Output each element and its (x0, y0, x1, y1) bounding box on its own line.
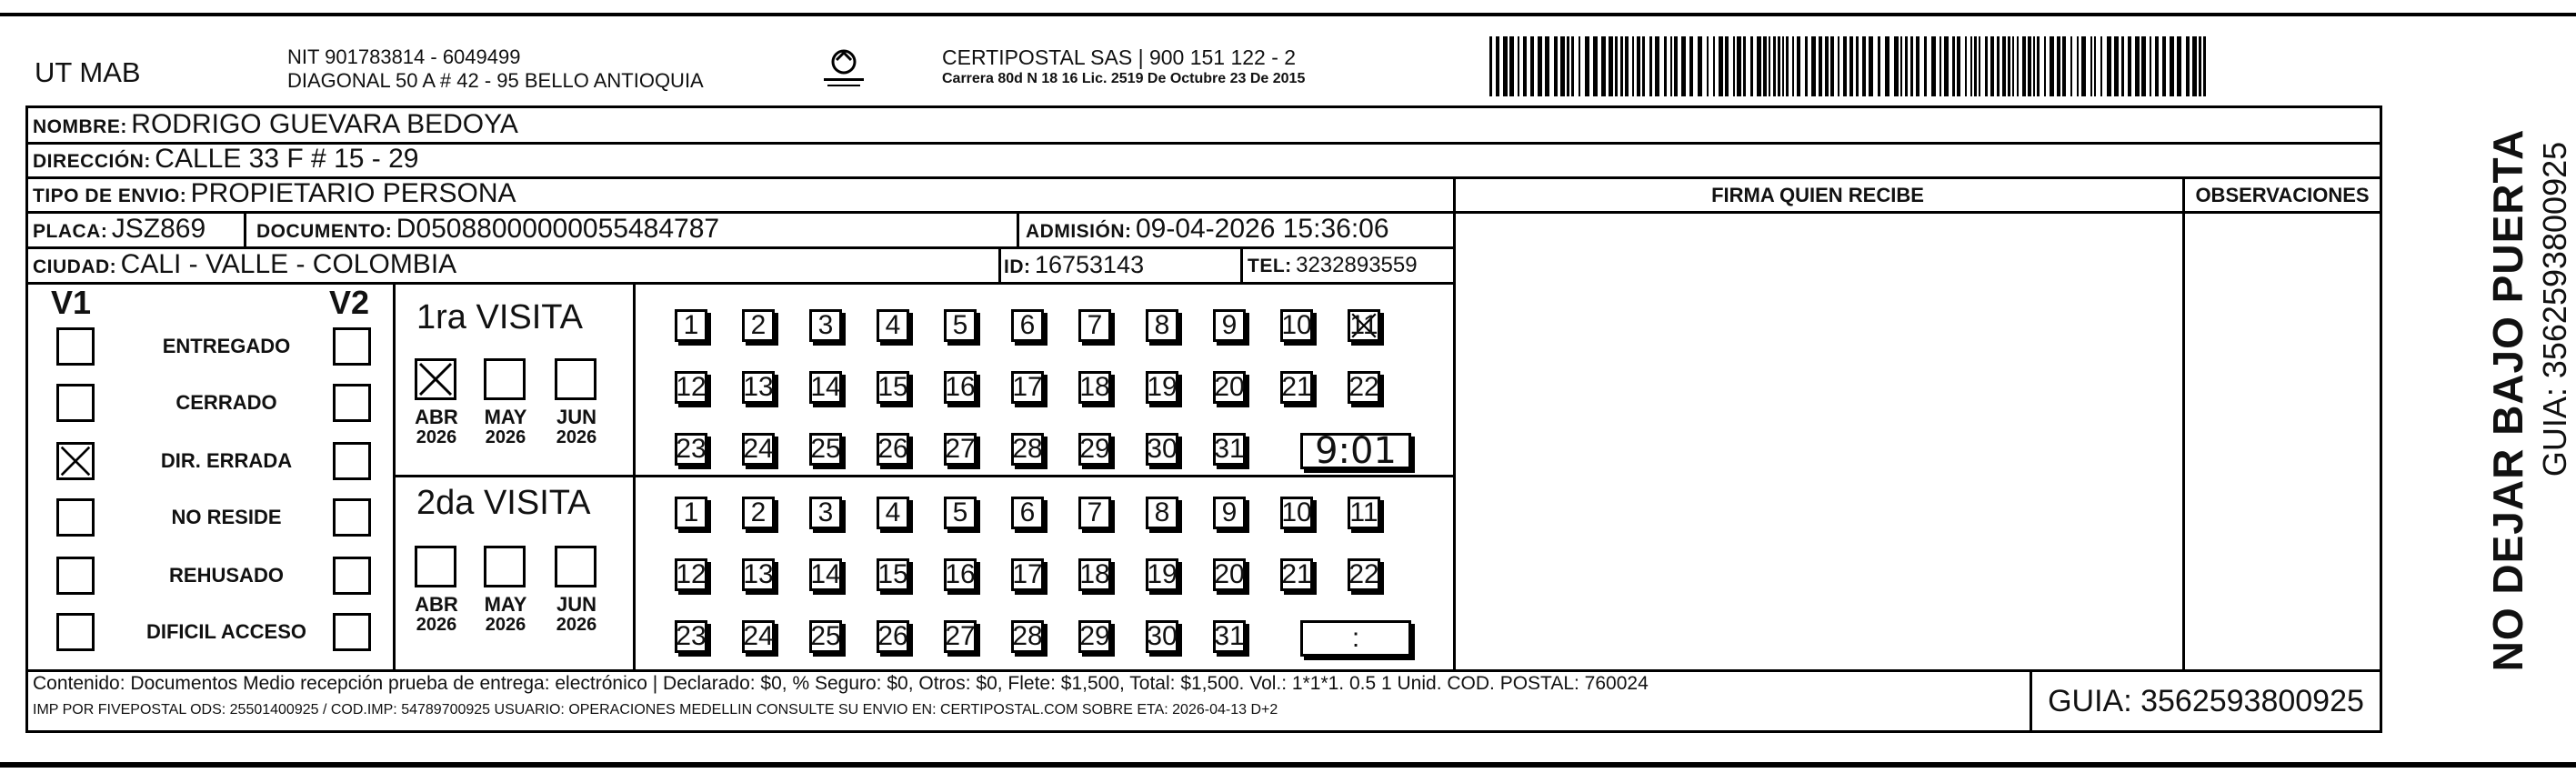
ciudad-value: CALI - VALLE - COLOMBIA (120, 249, 457, 279)
footer-guia: GUIA: 3562593800925 (2048, 684, 2364, 718)
first-visit-title: 1ra VISITA (416, 298, 584, 336)
side-warning: NO DEJAR BAJO PUERTA (2484, 128, 2531, 672)
v2-checkbox[interactable] (333, 384, 371, 422)
col-divider (2182, 176, 2185, 672)
second-day-box[interactable]: 30 (1147, 621, 1178, 651)
first-day-box[interactable]: 9 (1213, 309, 1246, 342)
month-label: JUN (556, 593, 596, 616)
documento-value: D05088000000055484787 (396, 214, 720, 244)
second-day-box[interactable]: 24 (743, 621, 774, 651)
second-day-box[interactable]: 23 (676, 621, 707, 651)
second-month-checkbox[interactable] (555, 546, 596, 587)
second-day-box[interactable]: 1 (675, 497, 707, 529)
first-day-box[interactable]: 31 (1214, 434, 1245, 464)
documento-label: DOCUMENTO: (256, 221, 393, 242)
tel-cell (1248, 253, 1418, 278)
second-day-box[interactable]: 16 (945, 559, 976, 589)
company-address: DIAGONAL 50 A # 42 - 95 BELLO ANTIOQUIA (287, 69, 704, 92)
id-cell (1004, 251, 1144, 279)
first-day-box[interactable]: 10 (1281, 310, 1312, 340)
second-day-box[interactable]: 2 (742, 497, 775, 529)
placa-cell (33, 214, 205, 245)
v2-checkbox[interactable] (333, 442, 371, 480)
tipo-label: TIPO DE ENVIO: (33, 186, 187, 206)
tipo-value: PROPIETARIO PERSONA (190, 178, 516, 208)
first-day-box[interactable]: 6 (1011, 309, 1044, 342)
firma-header: FIRMA QUIEN RECIBE (1711, 184, 1924, 206)
second-day-box[interactable]: 11 (1348, 497, 1380, 529)
second-day-box[interactable]: 31 (1214, 621, 1245, 651)
id-label: ID: (1004, 256, 1031, 277)
first-day-box[interactable]: 30 (1147, 434, 1178, 464)
row-divider (1453, 211, 2382, 214)
second-day-box[interactable]: 3 (809, 497, 842, 529)
admision-value: 09-04-2026 15:36:06 (1135, 214, 1389, 244)
second-day-box[interactable]: 25 (810, 621, 841, 651)
second-day-box[interactable]: 26 (877, 621, 908, 651)
status-option-label: ENTREGADO (162, 335, 291, 357)
first-day-box[interactable]: 5 (944, 309, 977, 342)
first-day-box[interactable]: 7 (1078, 309, 1111, 342)
second-day-box[interactable]: 20 (1214, 559, 1245, 589)
second-month-checkbox[interactable] (484, 546, 526, 587)
tel-label: TEL: (1248, 256, 1292, 276)
status-option-label: NO RESIDE (171, 506, 282, 528)
first-day-box[interactable]: 1 (675, 309, 707, 342)
status-option-label: DIFICIL ACCESO (145, 620, 306, 643)
second-day-box[interactable]: 27 (945, 621, 976, 651)
certipostal-logo-icon (818, 44, 869, 95)
second-day-box[interactable]: 10 (1281, 497, 1312, 527)
visit-divider (393, 475, 1453, 477)
first-month-checkbox[interactable] (415, 358, 456, 400)
month-year: 2026 (556, 427, 597, 447)
status-option-label: REHUSADO (169, 564, 284, 587)
v2-label: V2 (329, 284, 370, 321)
admision-label: ADMISIÓN: (1026, 221, 1132, 242)
top-rule (0, 13, 2576, 16)
first-day-box[interactable]: 27 (945, 434, 976, 464)
month-label: ABR (415, 593, 458, 616)
second-visit-title: 2da VISITA (416, 484, 591, 522)
second-day-box[interactable]: 4 (877, 497, 909, 529)
col-divider (1453, 176, 1456, 672)
direccion-label: DIRECCIÓN: (33, 151, 151, 172)
first-day-box[interactable]: 8 (1146, 309, 1178, 342)
first-day-box[interactable]: 16 (945, 372, 976, 402)
first-month-checkbox[interactable] (484, 358, 526, 400)
v1-checkbox[interactable] (56, 327, 95, 366)
first-day-box[interactable]: 12 (676, 372, 707, 402)
v1-checkbox[interactable] (56, 442, 95, 480)
nombre-label: NOMBRE: (33, 116, 127, 137)
admision-cell (1026, 214, 1389, 245)
second-day-box[interactable]: 6 (1011, 497, 1044, 529)
footer-imp: IMP POR FIVEPOSTAL ODS: 25501400925 / COD.IMP: 54789700925 USUARIO: OPERACIONES MEDELLIN CONSULTE SU ENVIO EN: CERTIPOSTAL.COM SOBRE ETA: 2026-04-13 D+2 (33, 702, 1278, 718)
month-year: 2026 (416, 615, 457, 635)
first-day-box[interactable]: 15 (877, 372, 908, 402)
second-day-box[interactable]: 7 (1078, 497, 1111, 529)
second-day-box[interactable]: 28 (1012, 621, 1043, 651)
first-day-box[interactable]: 17 (1012, 372, 1043, 402)
observaciones-header: OBSERVACIONES (2195, 184, 2370, 206)
v1-label: V1 (51, 284, 92, 321)
v2-checkbox[interactable] (333, 498, 371, 537)
first-day-box[interactable]: 2 (742, 309, 775, 342)
side-guia: GUIA: 3562593800925 (2536, 141, 2573, 477)
v1-checkbox[interactable] (56, 384, 95, 422)
ciudad-label: CIUDAD: (33, 256, 117, 277)
first-time-box[interactable]: 9:01 (1300, 433, 1411, 469)
first-day-box[interactable]: 20 (1214, 372, 1245, 402)
tel-value: 3232893559 (1296, 253, 1418, 277)
direccion-value: CALLE 33 F # 15 - 29 (155, 144, 419, 174)
first-day-box[interactable]: 11 (1348, 309, 1380, 342)
month-label: JUN (556, 406, 596, 428)
cell-divider (1017, 211, 1019, 247)
carrier-license: Carrera 80d N 18 16 Lic. 2519 De Octubre 23 De 2015 (942, 71, 1306, 86)
barcode (1489, 36, 2208, 96)
first-day-box[interactable]: 21 (1281, 372, 1312, 402)
second-day-box[interactable]: 17 (1012, 559, 1043, 589)
first-day-box[interactable]: 4 (877, 309, 909, 342)
v2-checkbox[interactable] (333, 327, 371, 366)
first-day-box[interactable]: 3 (809, 309, 842, 342)
carrier-name: CERTIPOSTAL SAS | 900 151 122 - 2 (942, 45, 1297, 69)
first-day-box[interactable]: 24 (743, 434, 774, 464)
ciudad-cell (33, 249, 456, 280)
status-option-label: CERRADO (175, 391, 277, 414)
v1-checkbox[interactable] (56, 498, 95, 537)
bottom-rule (0, 762, 2576, 768)
second-day-box[interactable]: 5 (944, 497, 977, 529)
second-day-box[interactable]: 15 (877, 559, 908, 589)
v1-checkbox[interactable] (56, 613, 95, 651)
first-day-box[interactable]: 28 (1012, 434, 1043, 464)
direccion-row (33, 144, 418, 175)
documento-cell (256, 214, 719, 245)
first-day-box[interactable]: 19 (1147, 372, 1178, 402)
tipo-row (33, 178, 516, 209)
first-day-box[interactable]: 29 (1079, 434, 1110, 464)
first-day-box[interactable]: 22 (1348, 372, 1379, 402)
company-name: UT MAB (35, 56, 141, 88)
first-day-box[interactable]: 14 (810, 372, 841, 402)
second-day-box[interactable]: 29 (1079, 621, 1110, 651)
first-day-box[interactable]: 13 (743, 372, 774, 402)
second-day-box[interactable]: 22 (1348, 559, 1379, 589)
second-day-box[interactable]: 14 (810, 559, 841, 589)
second-month-checkbox[interactable] (415, 546, 456, 587)
cell-divider (244, 211, 246, 247)
placa-value: JSZ869 (111, 214, 206, 244)
month-year: 2026 (556, 615, 597, 635)
cell-divider (998, 246, 1001, 283)
month-year: 2026 (485, 615, 526, 635)
second-time-box[interactable]: : (1300, 620, 1411, 657)
v2-checkbox[interactable] (333, 613, 371, 651)
second-day-box[interactable]: 9 (1213, 497, 1246, 529)
month-year: 2026 (416, 427, 457, 447)
placa-label: PLACA: (33, 221, 108, 242)
nombre-value: RODRIGO GUEVARA BEDOYA (131, 109, 518, 139)
footer-contenido: Contenido: Documentos Medio recepción prueba de entrega: electrónico | Declarado: $0, % Seguro: $0, Otros: $0, Flete: $1,500, Total: $1,500. Vol.: 1*1*1. 0.5 1 Unid. COD. POSTAL: 760024 (33, 673, 1649, 694)
second-day-box[interactable]: 21 (1281, 559, 1312, 589)
second-day-box[interactable]: 18 (1079, 559, 1110, 589)
v1-checkbox[interactable] (56, 557, 95, 595)
nombre-row (33, 109, 518, 140)
cell-divider (1240, 246, 1243, 283)
second-day-box[interactable]: 19 (1147, 559, 1178, 589)
second-day-box[interactable]: 8 (1146, 497, 1178, 529)
company-nit: NIT 901783814 - 6049499 (287, 45, 521, 68)
month-label: MAY (484, 593, 527, 616)
first-day-box[interactable]: 25 (810, 434, 841, 464)
first-month-checkbox[interactable] (555, 358, 596, 400)
month-label: MAY (484, 406, 527, 428)
v2-checkbox[interactable] (333, 557, 371, 595)
month-year: 2026 (485, 427, 526, 447)
second-day-box[interactable]: 12 (676, 559, 707, 589)
second-day-box[interactable]: 13 (743, 559, 774, 589)
month-label: ABR (415, 406, 458, 428)
id-value: 16753143 (1034, 251, 1145, 278)
first-day-box[interactable]: 26 (877, 434, 908, 464)
status-option-label: DIR. ERRADA (160, 449, 293, 472)
first-day-box[interactable]: 18 (1079, 372, 1110, 402)
first-day-box[interactable]: 23 (676, 434, 707, 464)
